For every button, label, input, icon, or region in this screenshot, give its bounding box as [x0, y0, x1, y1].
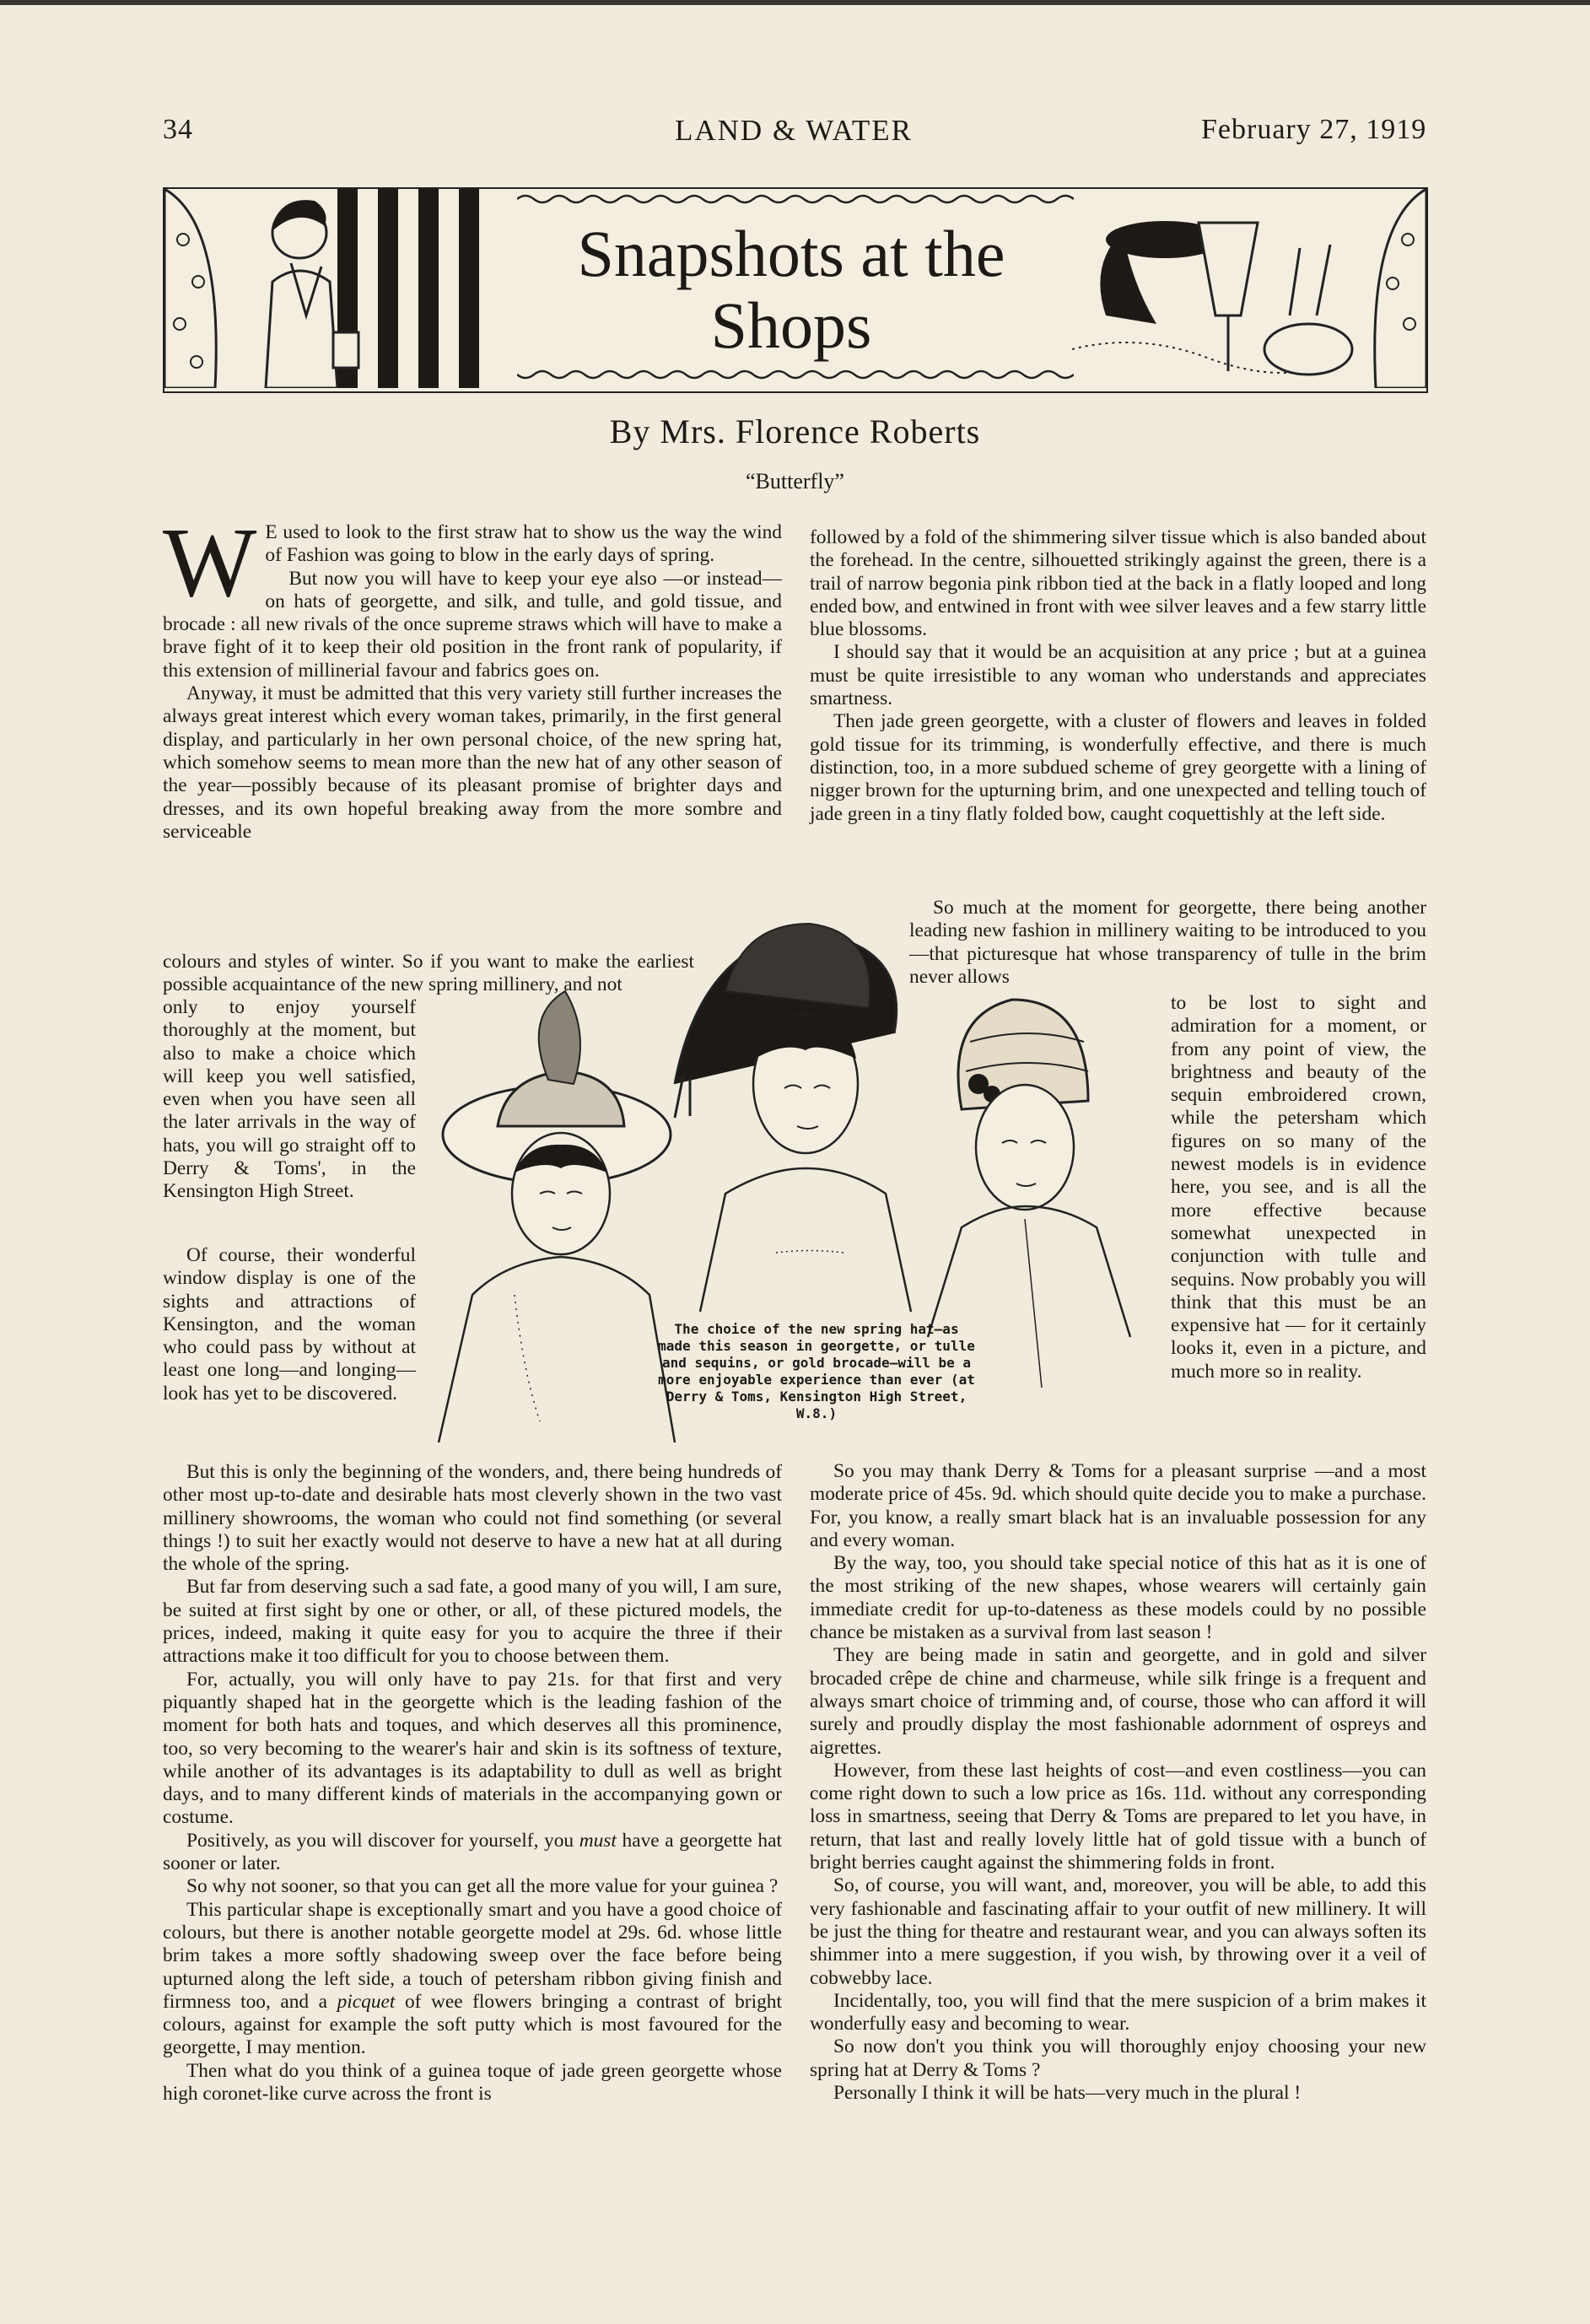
- paragraph: They are being made in satin and georgette, and in gold and silver brocaded crêpe de chine and charmeuse, while silk fringe is a frequent and always smart choice of trimming and, of course, those who can afford it will surely and proudly display the most fashionable adornment of ospreys and aigrettes.: [810, 1644, 1426, 1759]
- publication-title: LAND & WATER: [675, 114, 913, 147]
- page-number: 34: [163, 114, 193, 145]
- middle-hat-model: [675, 924, 911, 1312]
- title-banner: [163, 187, 1428, 393]
- text-run: This particular shape is exceptionally smart and you have a good choice of colours, but there is another notable georgette model at 29s. 6d. whose little brim takes a more softly shadowing sweep over the face before being upturned along the left side, a touch of petersham ribbon giving finish and firmness too, and a: [163, 1898, 782, 2013]
- paragraph: So much at the moment for georgette, there being another leading new fashion in millinery waiting to be introduced to you—that picturesque hat whose transparency of tulle in the brim never allows: [909, 897, 1426, 988]
- title-line-1: Snapshots at the: [577, 217, 1005, 290]
- hat-display-illustration: [1072, 189, 1426, 388]
- left-hat-model: [439, 991, 675, 1442]
- paragraph: But far from deserving such a sad fate, a good many of you will, I am sure, be suited at first sight by one or other, or all, of these pictured models, the prices, indeed, making it quite easy for you to acquire the three if their attractions make it too difficult for you to choose between them.: [163, 1576, 782, 1668]
- illustration-caption: The choice of the new spring hat—as made this season in georgette, or tulle and sequins, or gold brocade—will be a more enjoyable experience than ever (at Derry & Toms, Kensington High Street, W.8.): [658, 1321, 975, 1421]
- paragraph: Then what do you think of a guinea toque of jade green georgette whose high coronet-like curve across the front is: [163, 2059, 782, 2106]
- article-title: [517, 187, 1065, 390]
- paragraph: However, from these last heights of cost—and even costliness—you can come right down to such a low price as 16s. 11d. without any corresponding loss in smartness, seeing that Derry & Toms are prepared to let you have, in return, that last and really lovely little hat of gold tissue with a bunch of bright berries caught against the shimmering folds in front.: [810, 1759, 1426, 1874]
- paragraph: So, of course, you will want, and, moreover, you will be able, to add this very fashionable and fascinating affair to your outfit of new millinery. It will be just the thing for theatre and restaurant wear, and you can always soften its shimmer into a mere suggestion, if you wish, by throwing over it a veil of cobwebby lace.: [810, 1874, 1426, 1989]
- paragraph: Of course, their wonderful window display is one of the sights and attractions of Kensington, and the woman who could pass by without at least one long—and longing—look has yet to be discovered.: [163, 1244, 416, 1405]
- paragraph: followed by a fold of the shimmering silver tissue which is also banded about the forehead. In the centre, silhouetted strikingly against the green, there is a trail of narrow begonia pink ribbon tied at the back in a flatly looped and long ended bow, and entwined in front with wee silver leaves and a few starry little blue blossoms.: [810, 526, 1426, 641]
- paragraph: For, actually, you will only have to pay 21s. for that first and very piquantly shaped hat in the georgette which is the leading fashion of the moment for both hats and toques, and which deserves all this prominence, too, so very becoming to the wearer's hair and skin is its softness of texture, while another of its advantages is its adaptability to dull as well as bright days, and to many different kinds of materials in the accompanying gown or costume.: [163, 1668, 782, 1829]
- right-column-top: [810, 526, 1426, 826]
- paragraph: But now you will have to keep your eye also —or instead—on hats of georgette, and silk, and tulle, and gold tissue, and brocade : all new rivals of the once supreme straws which will have to make a brave fight of it to keep their old position in the front rank of popularity, if this extension of millinerial favour and fabrics goes on.: [163, 567, 782, 682]
- paragraph: I should say that it would be an acquisition at any price ; but at a guinea must be quite irresistible to any woman who understands and appreciates smartness.: [810, 641, 1426, 710]
- opening-text: E used to look to the first straw hat to show us the way the wind of Fashion was going to blow in the early days of spring.: [265, 521, 782, 567]
- byline: By Mrs. Florence Roberts: [609, 412, 981, 450]
- shop-girl-illustration: [164, 189, 510, 388]
- paragraph: So now don't you think you will thoroughly enjoy choosing your new spring hat at Derry & Toms ?: [810, 2036, 1426, 2081]
- title-line-2: Shops: [710, 288, 872, 362]
- paragraph: [163, 1899, 782, 2060]
- left-column-wrap-2: [163, 996, 416, 1204]
- drop-cap: W: [163, 507, 257, 617]
- issue-date: February 27, 1919: [1201, 114, 1427, 145]
- paragraph: Anyway, it must be admitted that this very variety still further increases the always great interest which every woman takes, primarily, in the first general display, and particularly in her own personal choice, of the new spring hat, which somehow seems to mean more than the new hat of any other season of the year—possibly because of its pleasant promise of brighter days and dresses, and its own hopeful breaking away from the more sombre and serviceable: [163, 682, 782, 843]
- paragraph: So why not sooner, so that you can get all the more value for your guinea ?: [186, 1875, 779, 1898]
- text-run: of wee flowers bringing a contrast of bright colours, against for example the soft putty which is most favoured for the georgette, I may mention.: [163, 1990, 782, 2059]
- paragraph: But this is only the beginning of the wonders, and, there being hundreds of other most up-to-date and desirable hats most cleverly shown in the two vast millinery showrooms, the woman who could not find something (or several things !) to suit her exactly would not deserve to have a new hat at all during the whole of the spring.: [163, 1461, 782, 1576]
- right-column-bottom: [810, 1460, 1426, 2105]
- paragraph: colours and styles of winter. So if you want to make the earliest possible acquaintance of the new spring millinery, and not: [163, 951, 694, 996]
- left-column-wrap-3: [163, 1244, 416, 1405]
- text-run: have a georgette hat sooner or later.: [163, 1829, 782, 1875]
- top-rule: [0, 0, 1590, 5]
- opening-paragraph: [163, 507, 782, 617]
- paragraph: So you may thank Derry & Toms for a pleasant surprise —and a most moderate price of 45s. 9d. which should quite decide you to make a purchase. For, you know, a really smart black hat is an invaluable possession for any and every woman.: [810, 1460, 1426, 1551]
- paragraph: By the way, too, you should take special notice of this hat as it is one of the most striking of the new shapes, whose wearers will certainly gain immediate credit for up-to-dateness as these models could by no possible chance be mistaken as a survival from last season !: [810, 1552, 1426, 1644]
- emphasis: picquet: [337, 1990, 396, 2013]
- author-pseudonym: “Butterfly”: [746, 469, 844, 493]
- paragraph: Personally I think it will be hats—very much in the plural !: [833, 2082, 1302, 2105]
- emphasis: must: [579, 1829, 617, 1852]
- right-column-wrap-2: [1171, 992, 1426, 1383]
- paragraph: to be lost to sight and admiration for a moment, or from any point of view, the brightness and beauty of the sequin embroidered crown, while the petersham which figures on so many of the newest models is in evidence here, you see, and is all the more effective because somewhat unexpected in conjunction with tulle and sequins. Now probably you will think that this must be an expensive hat — for it certainly looks it, even in a picture, and much more so in reality.: [1171, 992, 1426, 1383]
- paragraph: only to enjoy yourself thoroughly at the moment, but also to make a choice which will keep you well satisfied, even when you have seen all the later arrivals in the way of hats, you will go straight off to Derry & Toms', in the Kensington High Street.: [163, 996, 416, 1203]
- paragraph: Incidentally, too, you will find that the mere suspicion of a brim makes it wonderfully easy and becoming to wear.: [810, 1989, 1426, 2036]
- left-column-bottom: [163, 1461, 782, 2106]
- paragraph: [163, 1830, 782, 1876]
- text-run: Positively, as you will discover for yourself, you: [186, 1829, 574, 1852]
- left-column-top: [163, 507, 782, 844]
- paragraph: Then jade green georgette, with a cluster of flowers and leaves in folded gold tissue for its trimming, is wonderfully effective, and there is much distinction, too, in a more subdued scheme of grey georgette with a lining of nigger brown for the upturning brim, and one unexpected and telling touch of jade green in a tiny flatly folded bow, caught coquettishly at the left side.: [810, 710, 1426, 825]
